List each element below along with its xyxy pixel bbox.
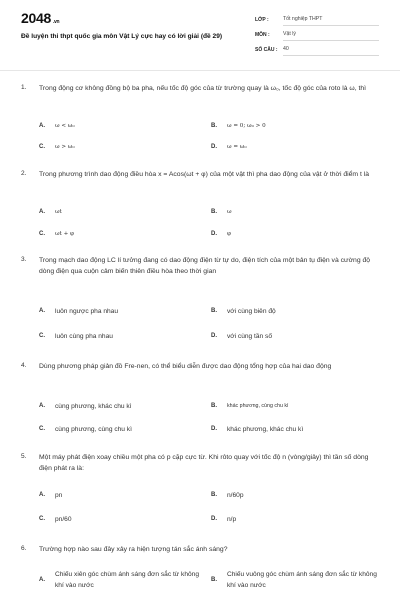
option-text: ωt + φ (55, 231, 74, 237)
option-text: cùng phương, khác chu kì (55, 403, 132, 410)
option-letter: B. (211, 209, 217, 215)
meta-subject (255, 29, 379, 44)
meta-grade (255, 14, 379, 29)
meta-value: Tốt nghiệp THPT (283, 16, 379, 26)
option-letter: D. (211, 333, 217, 339)
option-text: ω = ω₀ (227, 144, 247, 150)
option-text: Chiếu vuông góc chùm ánh sáng đơn sắc từ không khí vào nước (227, 571, 377, 589)
question-number: 1. (21, 84, 27, 91)
option-text: ω (227, 209, 232, 215)
meta-label: LỚP : (255, 17, 269, 23)
option-text: với cùng biên độ (227, 308, 276, 315)
option-text: với cùng tần số (227, 333, 273, 340)
option-letter: C. (39, 333, 45, 339)
question-text: Trong động cơ không đồng bộ ba pha, nếu tốc độ góc của từ trường quay là ω₀, tốc độ góc của roto là ω, thì (39, 85, 367, 92)
option-letter: B. (211, 403, 217, 409)
option-letter: B. (211, 492, 217, 498)
option-letter: A. (39, 577, 45, 583)
option-text: luôn cùng pha nhau (55, 333, 113, 340)
question-number: 3. (21, 256, 27, 263)
option-letter: A. (39, 492, 45, 498)
question-text: Một máy phát điện xoay chiều một pha có p cặp cực từ. Khi rôto quay với tốc độ n (vòng/giây) thì tần số dòng điện phát ra là: (39, 454, 369, 472)
meta-value: 40 (283, 46, 379, 56)
option-text: cùng phương, cùng chu kì (55, 426, 132, 433)
option-letter: C. (39, 426, 45, 432)
header-divider (0, 70, 400, 71)
question-text: Trường hợp nào sau đây xảy ra hiện tượng tán sắc ánh sáng? (39, 546, 228, 553)
option-letter: A. (39, 123, 45, 129)
option-text: n/60p (227, 492, 244, 499)
question-text: Dùng phương pháp giản đồ Fre-nen, có thể biểu diễn được dao động tổng hợp của hai dao động (39, 363, 332, 370)
option-letter: A. (39, 403, 45, 409)
option-letter: C. (39, 144, 45, 150)
question-text: Trong phương trình dao động điều hòa x = Acos(ωt + φ) của một vật thì pha dao động của vật ở thời điểm t là (39, 171, 370, 178)
question-number: 4. (21, 362, 27, 369)
option-letter: B. (211, 123, 217, 129)
option-text: ωt (55, 209, 62, 215)
option-text: Chiếu xiên góc chùm ánh sáng đơn sắc từ không khí vào nước (55, 571, 199, 589)
exam-header (0, 0, 400, 70)
meta-label: SỐ CÂU : (255, 47, 278, 53)
option-letter: D. (211, 516, 217, 522)
option-letter: A. (39, 308, 45, 314)
option-letter: B. (211, 577, 217, 583)
option-text: khác phương, khác chu kì (227, 426, 304, 433)
option-text: n/p (227, 516, 237, 523)
meta-label: MÔN : (255, 32, 270, 38)
option-text: φ (227, 231, 231, 237)
option-text: ω = 0; ω₀ > 0 (227, 123, 266, 129)
logo-main: 2048 (21, 10, 51, 26)
site-logo[interactable] (21, 10, 59, 26)
option-letter: C. (39, 516, 45, 522)
option-letter: D. (211, 231, 217, 237)
question-number: 6. (21, 545, 27, 552)
meta-question-count (255, 44, 379, 59)
option-text: pn/60 (55, 516, 72, 523)
option-letter: B. (211, 308, 217, 314)
meta-value: Vật lý (283, 31, 379, 41)
question-number: 5. (21, 453, 27, 460)
question-number: 2. (21, 170, 27, 177)
logo-sub: .vn (52, 19, 60, 25)
option-text: pn (55, 492, 63, 499)
option-letter: A. (39, 209, 45, 215)
exam-title: Đề luyện thi thpt quốc gia môn Vật Lý cực hay có lời giải (đề 29) (21, 33, 223, 40)
option-letter: D. (211, 144, 217, 150)
option-text: khác phương, cùng chu kì (227, 403, 289, 409)
option-letter: C. (39, 231, 45, 237)
option-letter: D. (211, 426, 217, 432)
question-text: Trong mạch dao động LC lí tưởng đang có dao động điện từ tự do, điện tích của một bản tụ điện và cường độ dòng điện qua cuộn cảm biến thiên điều hòa theo thời gian (39, 257, 371, 275)
option-text: ω < ω₀ (55, 123, 75, 129)
option-text: luôn ngược pha nhau (55, 308, 119, 315)
option-text: ω > ω₀ (55, 144, 75, 150)
